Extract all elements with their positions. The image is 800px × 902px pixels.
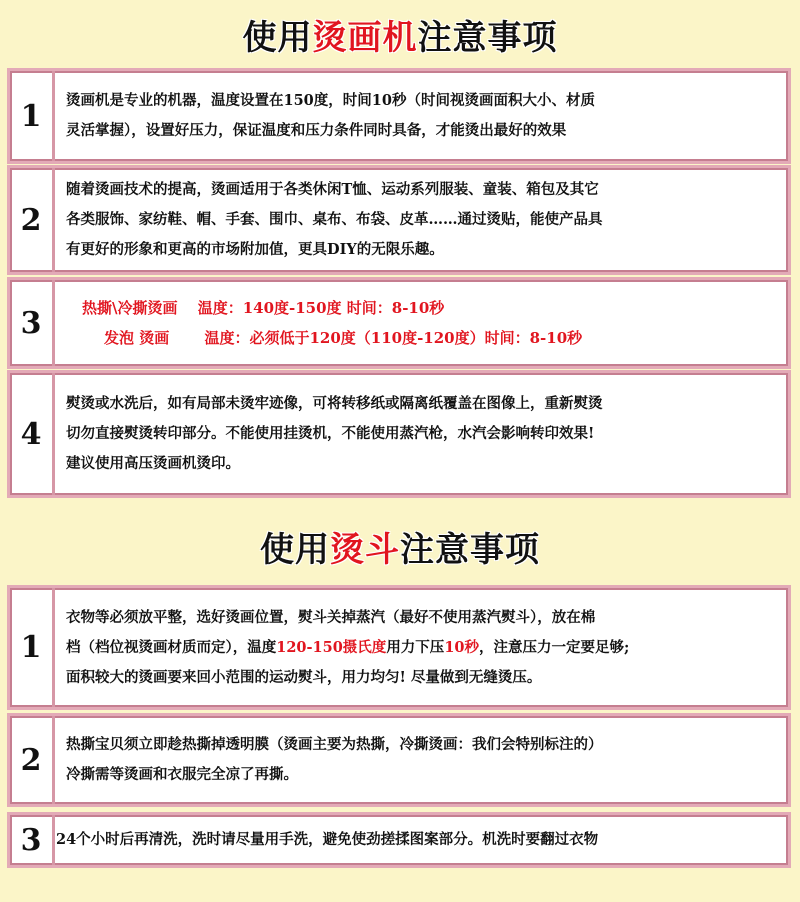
row-number: 2 (10, 168, 55, 272)
row-text (56, 815, 780, 865)
text-line: 有更好的形象和更高的市场附加值，更具DIY的无限乐趣。 (66, 241, 444, 258)
text-line: 熨烫或水洗后，如有局部未烫牢迹像，可将转移纸或隔离纸覆盖在图像上，重新熨烫 (66, 395, 603, 412)
section1-row-2 (7, 165, 791, 275)
section2-title-post: 注意事项 (400, 530, 540, 570)
section1-row-4 (7, 370, 791, 498)
text-segment: 档（档位视烫画材质而定），温度 (66, 638, 277, 656)
section2-title-pre: 使用 (260, 530, 330, 570)
temperature-highlight: 120-150摄氏度 (276, 638, 387, 656)
text-line: 面积较大的烫画要来回小范围的运动熨斗，用力均匀! 尽量做到无缝烫压。 (66, 668, 542, 686)
text-line: 热撕宝贝须立即趁热撕掉透明膜（烫画主要为热撕，冷撕烫画：我们会特别标注的） (66, 736, 603, 753)
row-text (66, 168, 780, 272)
row-number: 3 (10, 815, 55, 865)
row-text (66, 71, 780, 161)
text-line: 建议使用高压烫画机烫印。 (66, 455, 240, 472)
section1-title-post: 注意事项 (417, 18, 558, 58)
section1-title-pre: 使用 (242, 18, 313, 58)
text-line: 冷撕需等烫画和衣服完全凉了再撕。 (66, 766, 298, 783)
section2-title-highlight: 烫斗 (330, 530, 400, 570)
row-number: 2 (10, 716, 55, 804)
row-number: 3 (10, 280, 55, 366)
section1-title-highlight: 烫画机 (312, 18, 418, 58)
section1-row-1 (7, 68, 791, 164)
section1-row-3 (7, 277, 791, 369)
heat-cold-peel-temperature: 热撕\冷撕烫画 温度：140度-150度 时间：8-10秒 (82, 299, 445, 317)
section2-row-1 (7, 585, 791, 710)
text-line: 各类服饰、家纺鞋、帽、手套、围巾、桌布、布袋、皮革……通过烫贴，能使产品具 (66, 211, 603, 228)
time-highlight: 10秒 (444, 638, 479, 656)
row-number: 1 (10, 71, 55, 161)
row-text (82, 280, 780, 366)
row-number: 1 (10, 588, 55, 707)
text-segment: ，注意压力一定要足够; (479, 638, 630, 656)
text-line: 烫画机是专业的机器，温度设置在150度，时间10秒（时间视烫画面积大小、材质 (66, 92, 595, 109)
text-segment: 用力下压 (386, 638, 445, 656)
section1-title (0, 10, 800, 59)
text-line: 随着烫画技术的提高，烫画适用于各类休闲T恤、运动系列服装、童装、箱包及其它 (66, 181, 599, 198)
section2-row-2 (7, 713, 791, 807)
section2-row-3 (7, 812, 791, 868)
row-number: 4 (10, 373, 55, 495)
text-line (66, 633, 780, 663)
row-text (66, 373, 780, 495)
section2-title (0, 522, 800, 571)
text-line: 24个小时后再清洗，洗时请尽量用手洗，避免使劲搓揉图案部分。机洗时要翻过衣物 (56, 831, 599, 848)
foam-temperature: 发泡 烫画 温度：必须低于120度（110度-120度）时间：8-10秒 (104, 329, 583, 347)
text-line: 切勿直接熨烫转印部分。不能使用挂烫机，不能使用蒸汽枪，水汽会影响转印效果! (66, 425, 595, 442)
row-text (66, 588, 780, 707)
text-line: 灵活掌握），设置好压力，保证温度和压力条件同时具备，才能烫出最好的效果 (66, 122, 567, 139)
text-line: 衣物等必须放平整，选好烫画位置，熨斗关掉蒸汽（最好不使用蒸汽熨斗），放在棉 (66, 608, 596, 626)
row-text (66, 716, 780, 804)
